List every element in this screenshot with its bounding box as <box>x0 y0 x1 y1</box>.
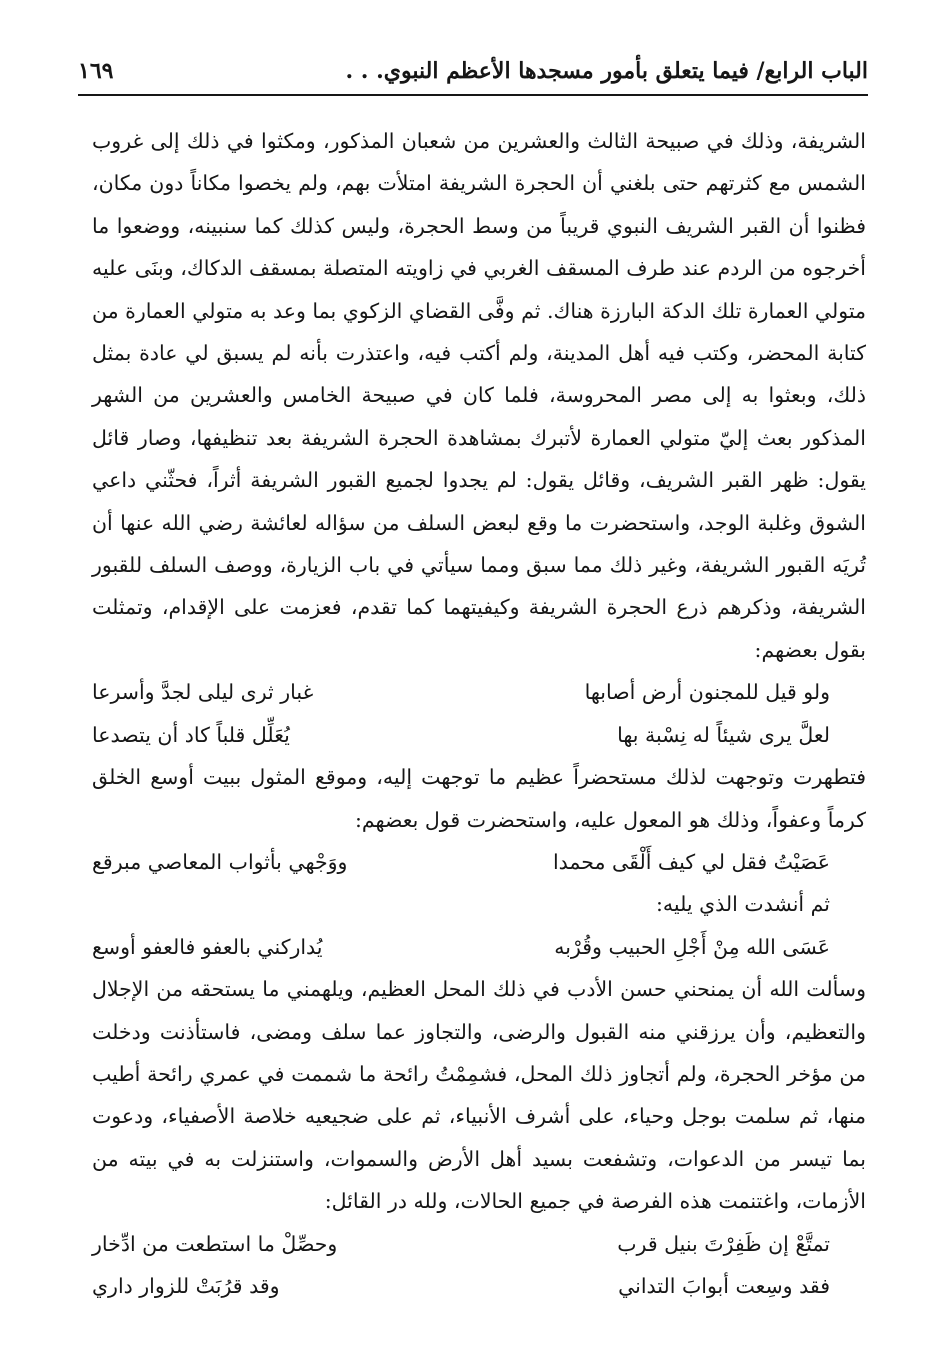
verse-hemistich-second: غبار ثرى ليلى لجدَّ وأسرعا <box>92 680 314 705</box>
intro-line: ثم أنشدت الذي يليه: <box>656 892 830 917</box>
verse-hemistich-first: عَسَى الله مِنْ أَجْلِ الحبيب وقُرْبه <box>554 934 830 959</box>
page-body <box>92 120 866 1307</box>
verse-hemistich-first: تمتَّعْ إن ظَفِرْتَ بنيل قرب <box>617 1231 830 1256</box>
verse-line <box>92 714 866 756</box>
verse-hemistich-first: عَصَيْتُ فقل لي كيف أَلْقَى محمدا <box>552 849 830 874</box>
verse-line <box>92 841 866 883</box>
verse-hemistich-second: وقد قرُبَتْ للزوار داري <box>92 1273 280 1298</box>
verse-hemistich-second: يُعَلِّل قلباً كاد أن يتصدعا <box>92 722 290 747</box>
verse-hemistich-first: ولو قيل للمجنون أرض أصابها <box>584 680 830 705</box>
page-number: ١٦٩ <box>78 58 114 84</box>
running-header <box>78 56 868 96</box>
verse-line <box>92 1223 866 1265</box>
verse-line <box>92 1265 866 1307</box>
verse-line <box>92 671 866 713</box>
verse-line <box>92 926 866 968</box>
verse-hemistich-first: فقد وسِعت أبوابَ التداني <box>618 1273 830 1298</box>
verse-hemistich-second: وحصِّلْ ما استطعت من ادِّخار <box>92 1231 338 1256</box>
paragraph-3: وسألت الله أن يمنحني حسن الأدب في ذلك المحل العظيم، ويلهمني ما يستحقه من الإجلال والتعظيم، وأن يرزقني منه القبول والرضى، والتجاوز عما سلف ومضى، فاستأذنت ودخلت من مؤخر الحجرة، ولم أتجاوز ذلك المحل، فشمِمْتُ رائحة ما شممت في عمري رائحة أطيب منها، ثم سلمت بوجل وحياء، على أشرف الأنبياء، ثم على ضجيعيه خلاصة الأصفياء، ودعوت بما تيسر من الدعوات، وتشفعت بسيد أهل الأرض والسموات، واستنزلت به في بيته من الأزمات، واغتنمت هذه الفرصة في جميع الحالات، ولله در القائل: <box>92 977 866 1214</box>
verse-hemistich-second: يُداركني بالعفو فالعفو أوسع <box>92 934 323 959</box>
chapter-title: الباب الرابع/ فيما يتعلق بأمور مسجدها الأعظم النبوي. . . <box>345 58 868 84</box>
paragraph-2: فتطهرت وتوجهت لذلك مستحضراً عظيم ما توجهت إليه، وموقع المثول ببيت أوسع الخلق كرماً وعفواً، وذلك هو المعول عليه، واستحضرت قول بعضهم: <box>92 765 866 832</box>
verse-hemistich-second: ووَجْهي بأثواب المعاصي مبرقع <box>92 849 348 874</box>
paragraph-1: الشريفة، وذلك في صبيحة الثالث والعشرين من شعبان المذكور، ومكثوا في ذلك إلى غروب الشمس مع كثرتهم حتى بلغني أن الحجرة الشريفة امتلأت بهم، ولم يخصوا مكاناً دون مكان، فظنوا أن القبر الشريف النبوي قريباً من وسط الحجرة، وليس كذلك كما سنبينه، ووضعوا ما أخرجوه من الردم عند طرف المسقف الغربي في زاويته المتصلة بمسقف الدكاك، وبنَى عليه متولي العمارة تلك الدكة البارزة هناك. ثم وفَّى القضاي الزكوي بما وعد به متولي العمارة من كتابة المحضر، وكتب فيه أهل المدينة، ولم أكتب فيه، واعتذرت بأنه لم يسبق لي عادة بمثل ذلك، وبعثوا به إلى مصر المحروسة، فلما كان في صبيحة الخامس والعشرين من الشهر المذكور بعث إليّ متولي العمارة لأتبرك بمشاهدة الحجرة الشريفة بعد تنظيفها، وصار قائل يقول: ظهر القبر الشريف، وقائل يقول: لم يجدوا لجميع القبور الشريفة أثراً، فحثّني داعي الشوق وغلبة الوجد، واستحضرت ما وقع لبعض السلف من سؤاله لعائشة رضي الله عنها أن تُريَه القبور الشريفة، وغير ذلك مما سبق ومما سيأتي في باب الزيارة، ووصف السلف للقبور الشريفة، وذكرهم ذرع الحجرة الشريفة وكيفيتهما كما تقدم، فعزمت على الإقدام، وتمثلت بقول بعضهم: <box>92 129 866 662</box>
verse-hemistich-first: لعلَّ يرى شيئاً له نِسْبة بها <box>617 722 830 747</box>
